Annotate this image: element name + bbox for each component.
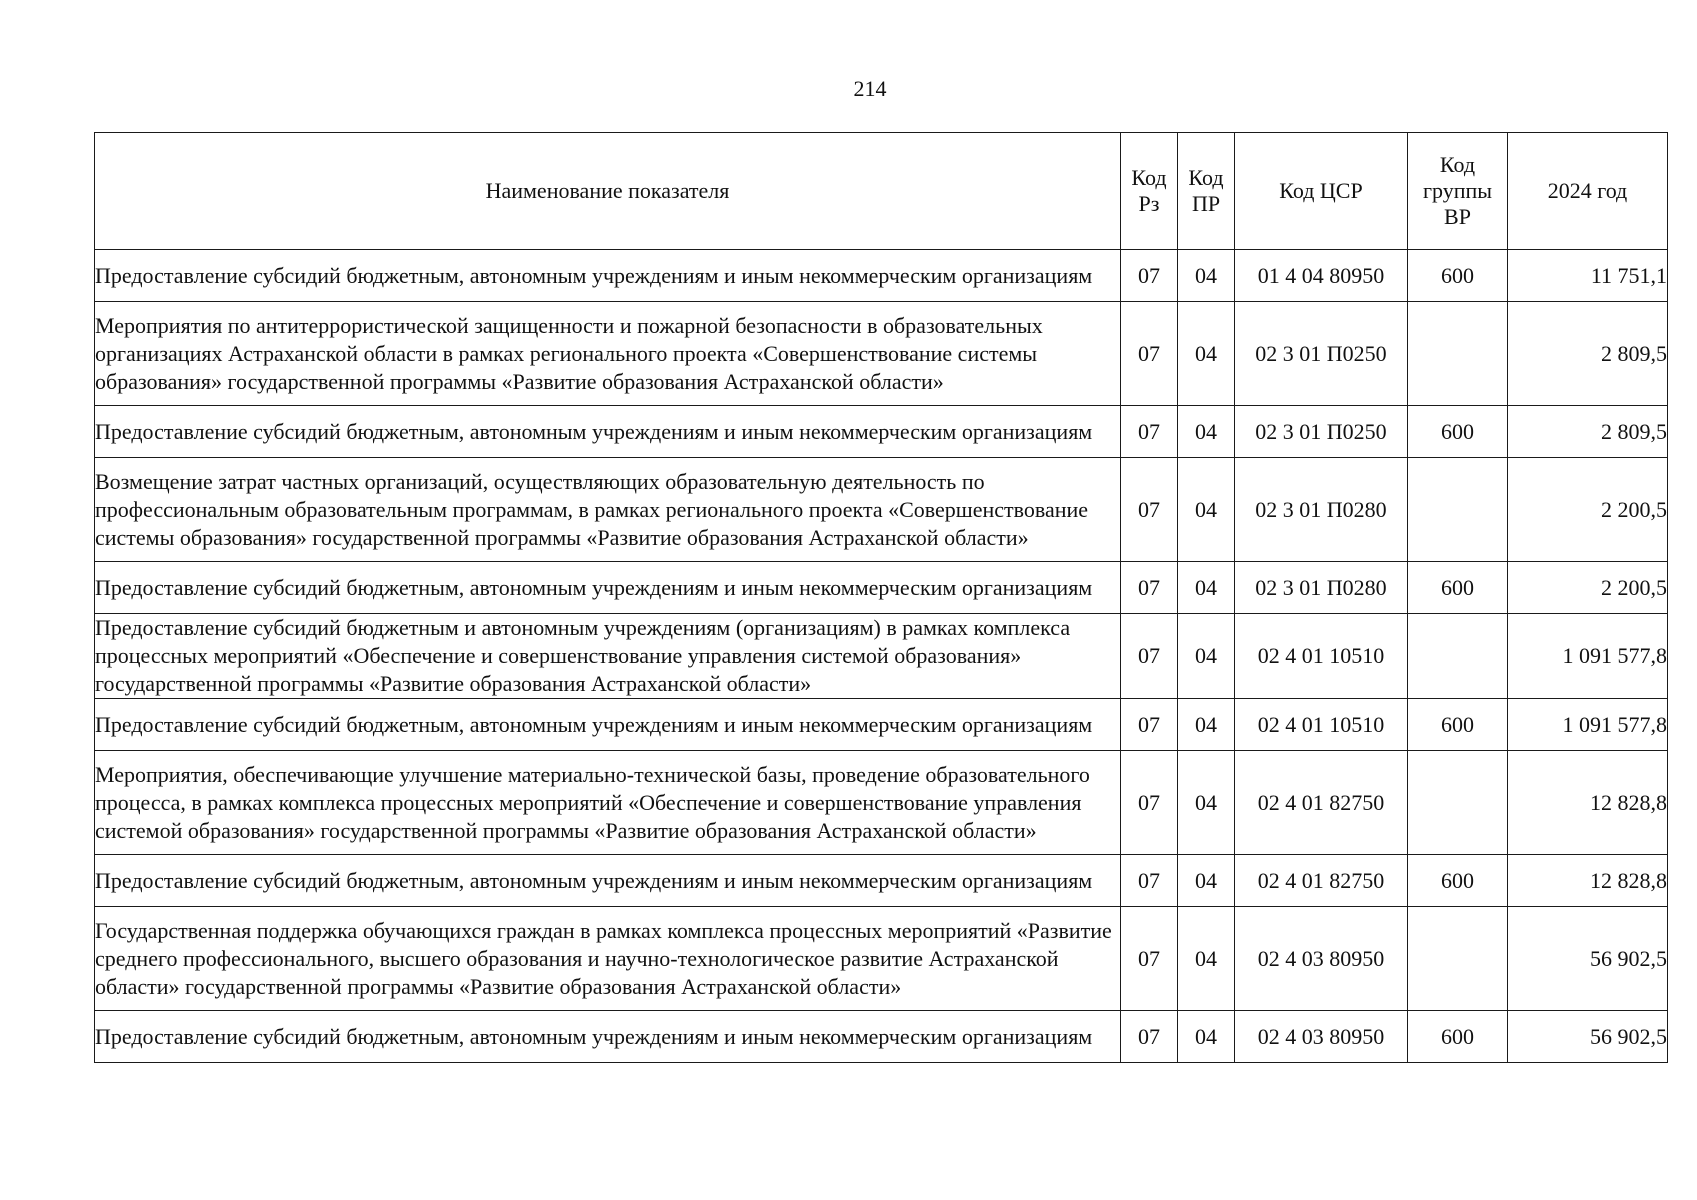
header-vr: Код группы ВР: [1408, 133, 1508, 250]
row-name: Предоставление субсидий бюджетным, автономным учреждениям и иным некоммерческим организациям: [95, 1011, 1121, 1063]
table-row: [95, 1011, 1668, 1063]
row-rz: 07: [1121, 614, 1178, 699]
page-number: 214: [853, 76, 887, 101]
row-csr: 02 4 03 80950: [1235, 1011, 1408, 1063]
row-rz: 07: [1121, 302, 1178, 406]
row-amount: 56 902,5: [1508, 907, 1668, 1011]
row-amount: 12 828,8: [1508, 855, 1668, 907]
row-name: Предоставление субсидий бюджетным, автономным учреждениям и иным некоммерческим организациям: [95, 699, 1121, 751]
row-name: Предоставление субсидий бюджетным, автономным учреждениям и иным некоммерческим организациям: [95, 562, 1121, 614]
row-vr: 600: [1408, 699, 1508, 751]
row-vr: [1408, 751, 1508, 855]
row-pr: 04: [1178, 302, 1235, 406]
table-row: [95, 302, 1668, 406]
row-amount: 11 751,1: [1508, 250, 1668, 302]
header-name: Наименование показателя: [95, 133, 1121, 250]
table-row: [95, 751, 1668, 855]
row-amount: 2 200,5: [1508, 458, 1668, 562]
row-pr: 04: [1178, 1011, 1235, 1063]
table-row: [95, 907, 1668, 1011]
row-vr: 600: [1408, 1011, 1508, 1063]
table-body: [95, 250, 1668, 1063]
row-amount: 1 091 577,8: [1508, 614, 1668, 699]
row-name: Предоставление субсидий бюджетным и автономным учреждениям (организациям) в рамках комплекса процессных мероприятий «Обеспечение и совершенствование управления системой образования» государственной программы «Развитие образования Астраханской области»: [95, 614, 1121, 699]
table-row: [95, 458, 1668, 562]
row-rz: 07: [1121, 751, 1178, 855]
row-rz: 07: [1121, 907, 1178, 1011]
row-csr: 02 3 01 П0250: [1235, 406, 1408, 458]
table-row: [95, 614, 1668, 699]
row-rz: 07: [1121, 250, 1178, 302]
table-header: [95, 133, 1668, 250]
table-row: [95, 855, 1668, 907]
row-pr: 04: [1178, 614, 1235, 699]
row-amount: 12 828,8: [1508, 751, 1668, 855]
row-amount: 2 809,5: [1508, 406, 1668, 458]
table-row: [95, 699, 1668, 751]
table-row: [95, 562, 1668, 614]
row-csr: 02 4 01 82750: [1235, 855, 1408, 907]
row-csr: 02 3 01 П0250: [1235, 302, 1408, 406]
row-csr: 02 4 01 10510: [1235, 614, 1408, 699]
row-vr: [1408, 458, 1508, 562]
row-name: Государственная поддержка обучающихся граждан в рамках комплекса процессных мероприятий «Развитие среднего профессионального, высшего образования и научно-технологическое развитие Астраханской области» государственной программы «Развитие образования Астраханской области»: [95, 907, 1121, 1011]
row-pr: 04: [1178, 458, 1235, 562]
row-vr: 600: [1408, 562, 1508, 614]
row-csr: 02 4 01 82750: [1235, 751, 1408, 855]
row-rz: 07: [1121, 855, 1178, 907]
row-vr: [1408, 302, 1508, 406]
row-rz: 07: [1121, 406, 1178, 458]
row-pr: 04: [1178, 562, 1235, 614]
row-rz: 07: [1121, 1011, 1178, 1063]
row-rz: 07: [1121, 458, 1178, 562]
row-name: Мероприятия, обеспечивающие улучшение материально-технической базы, проведение образовательного процесса, в рамках комплекса процессных мероприятий «Обеспечение и совершенствование управления системой образования» государственной программы «Развитие образования Астраханской области»: [95, 751, 1121, 855]
header-year: 2024 год: [1508, 133, 1668, 250]
table-row: [95, 406, 1668, 458]
header-pr: Код ПР: [1178, 133, 1235, 250]
row-amount: 1 091 577,8: [1508, 699, 1668, 751]
header-rz: Код Рз: [1121, 133, 1178, 250]
row-vr: 600: [1408, 406, 1508, 458]
row-name: Мероприятия по антитеррористической защищенности и пожарной безопасности в образовательных организациях Астраханской области в рамках регионального проекта «Совершенствование системы образования» государственной программы «Развитие образования Астраханской области»: [95, 302, 1121, 406]
row-amount: 2 200,5: [1508, 562, 1668, 614]
row-amount: 56 902,5: [1508, 1011, 1668, 1063]
row-rz: 07: [1121, 562, 1178, 614]
row-name: Предоставление субсидий бюджетным, автономным учреждениям и иным некоммерческим организациям: [95, 855, 1121, 907]
row-pr: 04: [1178, 406, 1235, 458]
budget-table: [94, 132, 1668, 1063]
row-pr: 04: [1178, 855, 1235, 907]
row-name: Предоставление субсидий бюджетным, автономным учреждениям и иным некоммерческим организациям: [95, 250, 1121, 302]
row-rz: 07: [1121, 699, 1178, 751]
header-csr: Код ЦСР: [1235, 133, 1408, 250]
row-pr: 04: [1178, 751, 1235, 855]
row-csr: 01 4 04 80950: [1235, 250, 1408, 302]
table-row: [95, 250, 1668, 302]
row-pr: 04: [1178, 250, 1235, 302]
row-name: Возмещение затрат частных организаций, осуществляющих образовательную деятельность по профессиональным образовательным программам, в рамках регионального проекта «Совершенствование системы образования» государственной программы «Развитие образования Астраханской области»: [95, 458, 1121, 562]
row-pr: 04: [1178, 699, 1235, 751]
row-csr: 02 3 01 П0280: [1235, 458, 1408, 562]
row-amount: 2 809,5: [1508, 302, 1668, 406]
row-csr: 02 4 03 80950: [1235, 907, 1408, 1011]
row-name: Предоставление субсидий бюджетным, автономным учреждениям и иным некоммерческим организациям: [95, 406, 1121, 458]
header-row: [95, 133, 1668, 250]
row-vr: 600: [1408, 855, 1508, 907]
row-csr: 02 4 01 10510: [1235, 699, 1408, 751]
row-csr: 02 3 01 П0280: [1235, 562, 1408, 614]
row-vr: 600: [1408, 250, 1508, 302]
row-vr: [1408, 907, 1508, 1011]
row-pr: 04: [1178, 907, 1235, 1011]
row-vr: [1408, 614, 1508, 699]
